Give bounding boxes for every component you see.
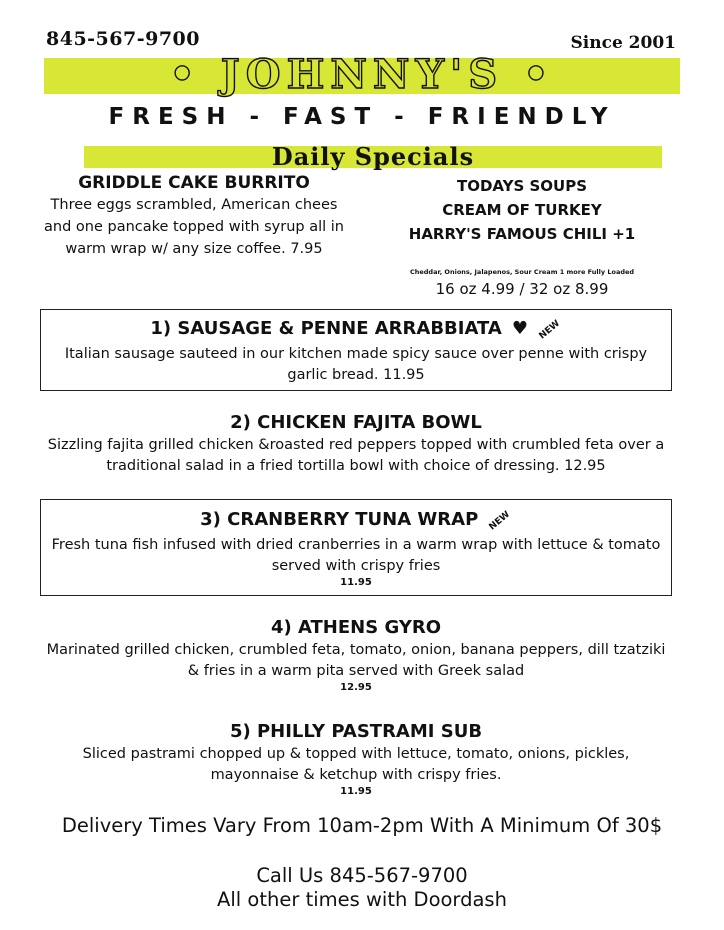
item-description: Fresh tuna fish infused with dried cranberries in a warm wrap with lettuce & tomato served with crispy fries bbox=[51, 537, 661, 574]
item-description: Italian sausage sauteed in our kitchen made spicy sauce over penne with crispy garlic bread. 11.95 bbox=[64, 346, 648, 383]
delivery-info: Delivery Times Vary From 10am-2pm With A Minimum Of 30$ bbox=[61, 814, 663, 837]
menu-item bbox=[40, 317, 672, 386]
soups-heading: TODAYS SOUPS bbox=[456, 177, 588, 195]
menu-item bbox=[40, 720, 672, 798]
specials-title: Daily Specials bbox=[271, 142, 475, 171]
item-price: 11.95 bbox=[340, 577, 372, 588]
item-title: 3) CRANBERRY TUNA WRAP bbox=[200, 509, 479, 530]
tagline: FRESH - FAST - FRIENDLY bbox=[108, 104, 616, 130]
soup-item: HARRY'S FAMOUS CHILI +1 bbox=[408, 225, 636, 243]
new-badge: NEW bbox=[537, 318, 563, 342]
menu-item bbox=[40, 508, 672, 589]
item-price: 11.95 bbox=[340, 786, 372, 797]
soups-section bbox=[372, 174, 672, 298]
item-price: 12.95 bbox=[340, 682, 372, 693]
burrito-special bbox=[40, 172, 348, 260]
call-info: Call Us 845-567-9700 bbox=[256, 864, 468, 887]
menu-item bbox=[40, 616, 672, 694]
header-phone: 845-567-9700 bbox=[46, 28, 200, 50]
new-badge: NEW bbox=[487, 509, 513, 533]
item-title: 4) ATHENS GYRO bbox=[270, 617, 442, 638]
burrito-title: GRIDDLE CAKE BURRITO bbox=[78, 173, 310, 193]
soup-price: 16 oz 4.99 / 32 oz 8.99 bbox=[435, 280, 609, 298]
soup-toppings-note: Cheddar, Onions, Jalapenos, Sour Cream 1 more Fully Loaded bbox=[409, 268, 635, 276]
item-description: Marinated grilled chicken, crumbled feta, tomato, onion, banana peppers, dill tzatziki & fries in a warm pita served with Greek salad bbox=[46, 642, 666, 679]
item-description: Sizzling fajita grilled chicken &roasted red peppers topped with crumbled feta over a traditional salad in a fried tortilla bowl with choice of dressing. 12.95 bbox=[47, 437, 665, 474]
item-description: Sliced pastrami chopped up & topped with lettuce, tomato, onions, pickles, mayonnaise & ketchup with crispy fries. bbox=[82, 746, 630, 783]
menu-item bbox=[40, 411, 672, 477]
since-label: Since 2001 bbox=[570, 33, 676, 53]
heart-icon: ♥ bbox=[511, 318, 528, 339]
soup-item: CREAM OF TURKEY bbox=[442, 201, 602, 219]
doordash-info: All other times with Doordash bbox=[217, 888, 507, 911]
item-title: 5) PHILLY PASTRAMI SUB bbox=[229, 721, 483, 742]
restaurant-title: • JOHNNY'S • bbox=[169, 51, 555, 98]
item-title: 1) SAUSAGE & PENNE ARRABBIATA bbox=[150, 318, 502, 339]
burrito-description: Three eggs scrambled, American chees and one pancake topped with syrup all in warm wrap w/ any size coffee. 7.95 bbox=[44, 197, 344, 257]
item-title: 2) CHICKEN FAJITA BOWL bbox=[230, 412, 482, 433]
